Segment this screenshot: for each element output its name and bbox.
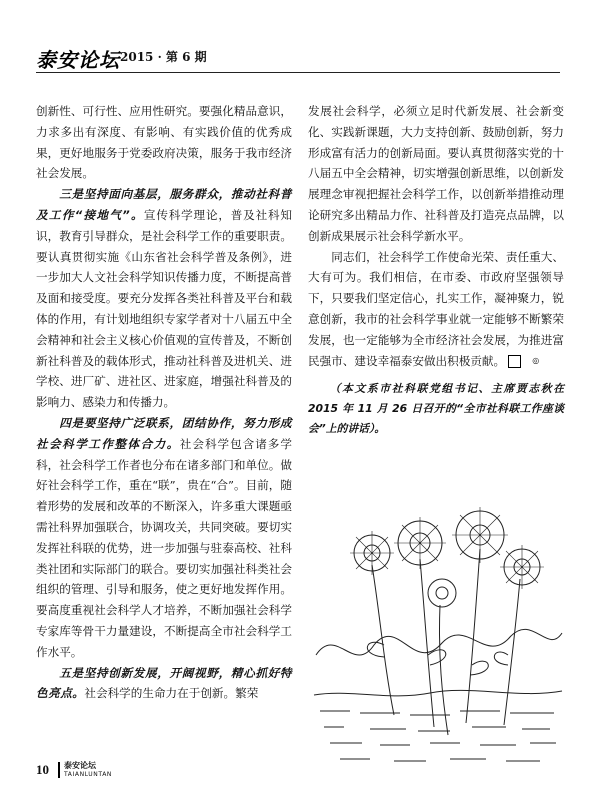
- section-lead: 五是坚持创新发展，开阔视野，精心抓好特色亮点。: [36, 665, 292, 701]
- flower-illustration: [310, 505, 566, 775]
- section-lead: 三是坚持面向基层，服务群众，推动社科普及工作“接地气”。: [36, 187, 292, 222]
- paragraph: 发展社会科学，必须立足时代新发展、社会新变化、实践新课题，大力支持创新、鼓励创新，努力形成富有活力的创新局面。要认真贯彻落实党的十八届五中全会精神，切实增强创新思维，以创新发展理念审视把握社会科学工作，以创新举措推动理论研究多出精品力作、社科普及打造亮点品牌，以创新成果展示社会科学新水平。: [308, 104, 564, 243]
- flower-heads: [350, 507, 544, 607]
- flower-stems: [372, 549, 520, 735]
- footer-divider: [58, 762, 60, 778]
- issue-label: 2015 · 第 6 期: [120, 50, 207, 64]
- footer-journal-name: 泰安论坛: [64, 761, 96, 770]
- left-column: [36, 101, 292, 704]
- paragraph: [308, 247, 564, 372]
- section-lead: 四是要坚持广泛联系，团结协作，努力形成社会科学工作整体合力。: [36, 415, 292, 451]
- paragraph: [36, 663, 292, 705]
- landscape-lines: [314, 629, 562, 761]
- footer-journal-pinyin: TAIANLUNTAN: [64, 771, 112, 778]
- right-column: [308, 101, 564, 439]
- paragraph-body: 社会科学包含诸多学科，社会科学工作者也分布在诸多部门和单位。做好社会科学工作，重在“联”，贵在“合”。目前，随着形势的发展和改革的不断深入，许多重大课题亟需社科界加强联合，协调攻关，共同突破。要切实发挥社科联的优势，进一步加强与驻泰高校、社科类社团和实际部门的联合。要切实加强社科类社会组织的管理、引导和服务，使之更好地发挥作用。要高度重视社会科学人才培养，不断加强社会科学专家库等骨干力量建设，不断提高全市社会科学工作水平。: [36, 436, 292, 659]
- page-number: 10: [36, 762, 49, 777]
- paragraph-body: 同志们，社会科学工作使命光荣、责任重大、大有可为。我们相信，在市委、市政府坚强领导下，只要我们坚定信心，扎实工作，凝神聚力，锐意创新，我市的社会科学事业就一定能够不断繁荣发展，也一定能够为全市经济社会发展，为推进富民强市、建设幸福泰安做出积极贡献。: [308, 249, 564, 368]
- end-mark-icon: ◎: [508, 355, 521, 368]
- page-header: [36, 44, 560, 74]
- paragraph-body: 社会科学的生命力在于创新。繁荣: [84, 686, 259, 701]
- paragraph: [36, 413, 292, 663]
- paragraph-body: 宣传科学理论，普及社科知识，教育引导群众，是社会科学工作的重要职责。要认真贯彻实施《山东省社会科学普及条例》，进一步加大人文社会科学知识传播力度，不断提高普及面和接受度。要充分发挥各类社科普及平台和载体的作用，有计划地组织专家学者对十八届五中全会精神和社会主义核心价值观的宣传普及，不断创新社科普及的载体形式，推动社科普及进机关、进学校、进厂矿、进社区、进家庭，增强社科普及的影响力、感染力和传播力。: [36, 207, 292, 410]
- paragraph: 创新性、可行性、应用性研究。要强化精品意识，力求多出有深度、有影响、有实践价值的优秀成果，更好地服务于党委政府决策，服务于我市经济社会发展。: [36, 104, 292, 181]
- source-note: （本文系市社科联党组书记、主席贾志秋在 2015 年 11 月 26 日召开的“全市社科联工作座谈会”上的讲话）。: [308, 382, 564, 436]
- page-footer: [36, 760, 236, 784]
- paragraph: [36, 184, 292, 413]
- journal-title: 泰安论坛: [36, 48, 120, 72]
- header-rule: [36, 72, 560, 73]
